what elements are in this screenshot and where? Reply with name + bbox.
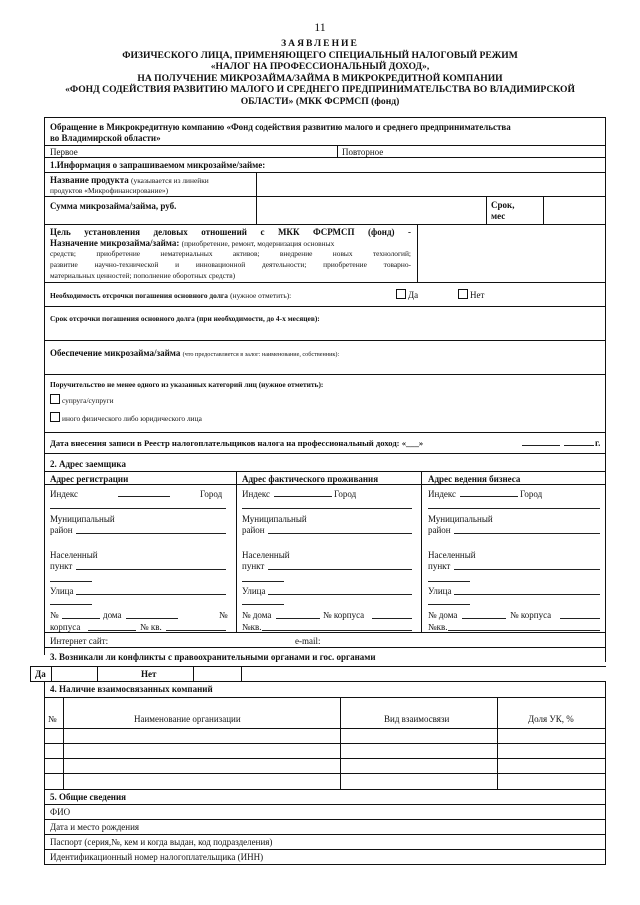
settlement-label: Населенный (428, 550, 476, 560)
korpus-label: корпуса (50, 622, 81, 632)
passport-field[interactable]: Паспорт (серия,№, кем и когда выдан, код подразделения) (50, 837, 273, 847)
related-col-name: Наименование организации (134, 714, 241, 724)
municipal-label: район (428, 525, 451, 535)
security-label (50, 348, 339, 360)
row-divider (44, 804, 606, 805)
house-number-label: № дома (242, 610, 272, 620)
related-col-share: Доля УК, % (528, 714, 574, 724)
row-divider (44, 432, 606, 433)
row-divider (44, 340, 606, 341)
first-appeal-field[interactable]: Первое (50, 147, 78, 157)
korpus-input[interactable] (372, 618, 412, 619)
purpose-label-bold: Назначение микрозайма/займа: (50, 238, 180, 248)
settlement-input[interactable] (268, 569, 412, 570)
product-note: (указывается из линейки (131, 176, 209, 185)
section1-title: 1.Информация о запрашиваемом микрозайме/займе: (50, 160, 266, 170)
row-divider (44, 484, 606, 485)
apartment-input[interactable] (448, 630, 600, 631)
row-divider (44, 224, 606, 225)
house-input[interactable] (462, 618, 506, 619)
table-row[interactable] (44, 758, 606, 759)
municipal-label: Муниципальный (428, 514, 493, 524)
table-border (44, 789, 45, 865)
municipal-label: Муниципальный (242, 514, 307, 524)
col-divider (337, 145, 338, 157)
header-line: ФИЗИЧЕСКОГО ЛИЦА, ПРИМЕНЯЮЩЕГО СПЕЦИАЛЬНЫЙ НАЛОГОВЫЙ РЕЖИМ (122, 49, 518, 61)
apartment-input[interactable] (262, 630, 412, 631)
header-line: ОБЛАСТИ» (МКК ФСРМСП (фонд) (240, 95, 400, 107)
index-label: Индекс (50, 489, 79, 499)
full-name-field[interactable]: ФИО (50, 807, 71, 817)
row-divider (44, 306, 606, 307)
deferral-no-label: Нет (470, 290, 485, 300)
house-label: дома (103, 610, 122, 620)
other-person-option[interactable] (50, 412, 202, 424)
number-label: № (50, 610, 59, 620)
number-label: № (219, 610, 228, 620)
city-label: Город (334, 489, 357, 499)
table-row[interactable] (44, 773, 606, 774)
product-label (50, 175, 209, 186)
row-divider (44, 157, 606, 158)
street-label: Улица (428, 586, 452, 596)
row-divider (44, 172, 606, 173)
settlement-label: пункт (428, 561, 451, 571)
row-divider (44, 647, 606, 648)
settlement-input[interactable] (76, 569, 226, 570)
deferral-label-bold: Необходимость отсрочки погашения основного долга (50, 291, 228, 300)
street-label: Улица (242, 586, 266, 596)
street-input[interactable] (268, 594, 412, 595)
table-border (44, 117, 606, 118)
row-divider (30, 666, 606, 667)
settlement-label: пункт (50, 561, 73, 571)
date-line[interactable] (522, 445, 560, 446)
other-person-label: иного физического либо юридического лица (62, 414, 202, 423)
street-input[interactable] (50, 604, 92, 605)
spouse-label: супруга/супруги (62, 396, 114, 405)
municipal-label: Муниципальный (50, 514, 115, 524)
document-header (40, 38, 600, 108)
checkbox-icon[interactable] (50, 412, 60, 422)
row-divider (44, 196, 606, 197)
row-divider (44, 728, 606, 729)
header-line: «ФОНД СОДЕЙСТВИЯ РАЗВИТИЮ МАЛОГО И СРЕДНЕГО ПРЕДПРИНИМАТЕЛЬСТВА ВО ВЛАДИМИРСКОЙ (65, 84, 575, 96)
settlement-label: Населенный (50, 550, 98, 560)
row-divider (44, 789, 606, 790)
conflict-yes-label: Да (35, 669, 46, 679)
index-label: Индекс (428, 489, 457, 499)
row-divider (44, 864, 606, 865)
house-number-label: № дома (428, 610, 458, 620)
header-line: «НАЛОГ НА ПРОФЕССИОНАЛЬНЫЙ ДОХОД», (210, 61, 430, 73)
apartment-label: №кв. (242, 622, 262, 632)
security-label-bold: Обеспечение микрозайма/займа (50, 348, 181, 358)
date-line[interactable] (564, 445, 594, 446)
settlement-label: пункт (242, 561, 265, 571)
amount-label: Сумма микрозайма/займа, руб. (50, 201, 177, 211)
row-divider (44, 471, 606, 472)
address-column-header: Адрес ведения бизнеса (428, 474, 521, 484)
settlement-input[interactable] (242, 581, 284, 582)
settlement-label: Населенный (242, 550, 290, 560)
table-row[interactable] (44, 743, 606, 744)
apartment-label: №кв. (428, 622, 448, 632)
year-suffix: г. (595, 438, 601, 448)
street-input[interactable] (454, 594, 600, 595)
deferral-label (50, 290, 291, 301)
col-divider (193, 666, 194, 681)
website-label: Интернет сайт: (50, 636, 109, 646)
street-input[interactable] (242, 604, 284, 605)
korpus-number-label: № корпуса (323, 610, 365, 620)
checkbox-icon[interactable] (458, 289, 468, 299)
row-divider (44, 282, 606, 283)
purpose-hint: развитие научно-технической и инновационной деятельности; приобретение товарно- (50, 260, 411, 269)
index-input[interactable] (118, 496, 170, 497)
row-divider (44, 632, 606, 633)
city-label: Город (520, 489, 543, 499)
purpose-hint: (приобретение, ремонт, модернизация основных (181, 239, 335, 248)
korpus-input[interactable] (560, 618, 600, 619)
col-divider (241, 666, 242, 681)
col-divider (51, 666, 52, 681)
apartment-label: № кв. (140, 622, 162, 632)
purpose-hint: средств; приобретение нематериальных активов; внедрение новых технологий; (50, 249, 411, 258)
col-divider (421, 471, 422, 632)
settlement-input[interactable] (428, 581, 470, 582)
header-title: ЗАЯВЛЕНИЕ (281, 38, 359, 49)
appeal-text: Обращение в Микрокредитную компанию «Фонд содействия развитию малого и среднего предпринимательства (50, 122, 511, 132)
deferral-yes-label: Да (408, 290, 419, 300)
email-label: e-mail: (295, 636, 321, 646)
related-col-number: № (48, 714, 57, 724)
section5-title: 5. Общие сведения (50, 792, 127, 802)
settlement-input[interactable] (454, 569, 600, 570)
municipal-input[interactable] (76, 533, 226, 534)
table-border (44, 117, 45, 655)
korpus-input[interactable] (88, 630, 136, 631)
col-divider (486, 196, 487, 224)
settlement-input[interactable] (50, 581, 92, 582)
deferral-no-option[interactable] (458, 289, 484, 300)
index-input[interactable] (460, 496, 518, 497)
repeat-appeal-field[interactable]: Повторное (342, 147, 384, 157)
row-divider (44, 834, 606, 835)
birth-field[interactable]: Дата и место рождения (50, 822, 140, 832)
col-divider (256, 172, 257, 224)
header-line: НА ПОЛУЧЕНИЕ МИКРОЗАЙМА/ЗАЙМА В МИКРОКРЕДИТНОЙ КОМПАНИИ (137, 72, 503, 84)
municipal-label: район (50, 525, 73, 535)
col-divider (97, 666, 98, 681)
conflict-no-label: Нет (141, 669, 157, 679)
col-divider (417, 224, 418, 282)
section4-title: 4. Наличие взаимосвязанных компаний (50, 684, 213, 694)
index-input[interactable] (274, 496, 332, 497)
house-input[interactable] (126, 618, 178, 619)
apartment-input[interactable] (166, 630, 226, 631)
city-input[interactable] (50, 508, 226, 509)
page-number: 11 (314, 20, 326, 34)
index-label: Индекс (242, 489, 271, 499)
product-note: продуктов «Микрофинансирование») (50, 186, 169, 195)
city-input[interactable] (242, 508, 412, 509)
purpose-hint: материальных ценностей; пополнение оборотных средств) (50, 271, 236, 280)
house-input[interactable] (276, 618, 320, 619)
checkbox-icon[interactable] (50, 394, 60, 404)
inn-field[interactable]: Идентификационный номер налогоплательщика (ИНН) (50, 852, 264, 862)
city-input[interactable] (428, 508, 600, 509)
municipal-input[interactable] (454, 533, 600, 534)
col-divider (236, 471, 237, 632)
deferral-term-label: Срок отсрочки погашения основного долга (при необходимости, до 4-х месяцев): (50, 314, 320, 323)
row-divider (44, 453, 606, 454)
spouse-option[interactable] (50, 394, 114, 406)
row-divider (44, 819, 606, 820)
term-label: Срок, (491, 200, 515, 210)
city-label: Город (200, 489, 223, 499)
municipal-label: район (242, 525, 265, 535)
table-border (605, 681, 606, 865)
address-column-header: Адрес регистрации (50, 474, 129, 484)
related-col-relation: Вид взаимосвязи (384, 714, 450, 724)
street-input[interactable] (76, 594, 226, 595)
korpus-number-label: № корпуса (510, 610, 552, 620)
row-divider (44, 849, 606, 850)
row-divider (30, 681, 606, 682)
col-divider (30, 666, 31, 681)
purpose-text (50, 238, 334, 249)
address-column-header: Адрес фактического проживания (242, 474, 379, 484)
deferral-yes-option[interactable] (396, 289, 418, 300)
street-input[interactable] (428, 604, 470, 605)
col-divider (543, 196, 544, 224)
street-label: Улица (50, 586, 74, 596)
product-label-bold: Название продукта (50, 175, 129, 185)
checkbox-icon[interactable] (396, 289, 406, 299)
appeal-text: во Владимирской области» (50, 133, 161, 143)
house-input[interactable] (62, 618, 100, 619)
purpose-label: Цель установления деловых отношений с МКК ФСРМСП (фонд) - (50, 227, 411, 237)
registry-date-label: Дата внесения записи в Реестр налогоплательщиков налога на профессиональный доход: «___» (50, 438, 424, 448)
term-label: мес (491, 211, 506, 221)
row-divider (44, 697, 606, 698)
municipal-input[interactable] (268, 533, 412, 534)
section2-title: 2. Адрес заемщика (50, 459, 126, 469)
deferral-note: (нужное отметить): (230, 291, 292, 300)
table-border (605, 117, 606, 662)
section3-title: 3. Возникали ли конфликты с правоохранительными органами и гос. органами (50, 652, 376, 662)
row-divider (44, 374, 606, 375)
security-note: (что предоставляется в залог: наименование, собственник): (182, 351, 340, 358)
row-divider (44, 145, 606, 146)
guarantee-label: Поручительство не менее одного из указанных категорий лиц (нужное отметить): (50, 380, 324, 389)
